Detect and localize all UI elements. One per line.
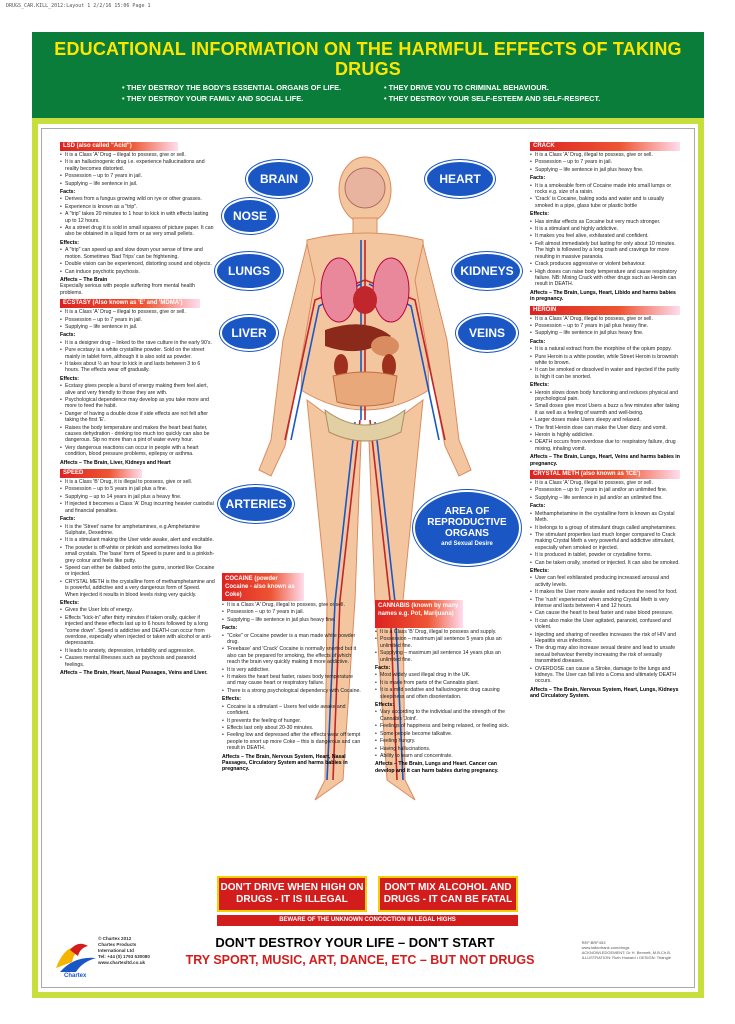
reproductive-organs-label (413, 490, 521, 566)
meth-effect: • Injecting and sharing of needles increases the risk of HIV and Hepatitis virus infections. (530, 632, 680, 645)
bullet-criminal: • THEY DRIVE YOU TO CRIMINAL BEHAVIOUR. (384, 83, 549, 92)
lsd-affects: Affects – The Brain (60, 276, 108, 283)
page-title: EDUCATIONAL INFORMATION ON THE HARMFUL EFFECTS OF TAKING DRUGS (54, 39, 682, 79)
cocaine-effect: • It prevents the feeling of hunger. (222, 718, 362, 724)
cannabis-fact: • It is made from parts of the Cannabis plant. (375, 680, 515, 686)
heroin-effect: • Heroin slows down body functioning and reduces physical and psychological pain. (530, 390, 680, 403)
heroin-item: • Possession – up to 7 years in jail plus heavy fine. (530, 323, 680, 329)
cannabis-fact: • It is a mild sedative and hallucinogenic drug causing sleepiness and often disorientation. (375, 687, 515, 700)
cannabis-effects-label: Effects: (375, 702, 395, 709)
cannabis-effect: • Having hallucinations. (375, 746, 515, 752)
cocaine-effect: • Effects last only about 20-30 minutes. (222, 725, 362, 731)
drive-warning: DON'T DRIVE WHEN HIGH ON DRUGS - IT IS ILLEGAL (217, 876, 367, 912)
heroin-affects: Affects – The Brain, Lungs, Heart, Veins and harms babies in pregnancy. (530, 454, 680, 467)
crack-effect: • Crack produces aggressive or violent behaviour. (530, 261, 680, 267)
cocaine-affects: Affects – The Brain, Nervous System, Heart, Nasal Passages, Circulatory System and harms babies in pregnancy. (222, 753, 348, 773)
reference-line: ACKNOWLEDGEMENT: Dr H. Bennett, M.B.Ch.B. (581, 950, 671, 955)
ecstasy-fact: • It takes about ½ an hour to kick in and lasts between 3 to 6 hours. The effects wear off gradually. (60, 361, 215, 374)
speed-facts-label: Facts: (60, 516, 76, 523)
crack-effect: • It is a stimulant and highly addictive. (530, 226, 680, 232)
crack-fact: • It is a smokeable form of Cocaine made into small lumps or rocks e.g. size of a raisin. (530, 183, 680, 196)
ecstasy-heading: ECSTASY (Also known as 'E' and 'MDMA') (60, 299, 200, 308)
left-column (60, 142, 215, 679)
speed-fact: • Speed can either be dabbed onto the gums, snorted like Cocaine or injected. (60, 565, 215, 578)
nose-label: NOSE (222, 198, 278, 234)
ecstasy-facts-label: Facts: (60, 332, 76, 339)
cannabis-effect: • Some people become talkative. (375, 731, 515, 737)
crack-section (530, 142, 680, 303)
cocaine-heading: COCAINE (powder Cocaine - also known as Coke) (222, 573, 304, 601)
lsd-fact: • As a street drug it is sold in small squares of picture paper. It can also be obtained in a liquid form or as very small pellets. (60, 225, 215, 238)
reference-info (582, 940, 671, 960)
meth-facts-label: Facts: (530, 503, 546, 510)
meth-item: • Possession – up to 7 years in jail and/or an unlimited fine. (530, 487, 680, 493)
lsd-note: Especially serious with people suffering from mental health problems. (60, 283, 195, 296)
speed-fact: • CRYSTAL METH is the crystalline form of methamphetamine and is powerful, addictive and a very dangerous form of Speed. When injected it results in blood levels rising very quickly. (60, 579, 215, 598)
cannabis-effect: • Feeling hungry. (375, 738, 515, 744)
cannabis-effect: • Vary according to the individual and the strength of the Cannabis 'Joint'. (375, 709, 515, 722)
heroin-effect: • DEATH occurs from overdose due to: respiratory failure, drug mixing, inhaling vomit. (530, 439, 680, 452)
speed-item: • If injected it becomes a Class 'A' Drug incurring heavier custodial and financial penalties. (60, 501, 215, 514)
print-slug: DRUGS_CAR.KILL_2012:Layout 1 2/2/16 15:06 Page 1 (6, 3, 151, 9)
speed-effects-label: Effects: (60, 599, 80, 606)
meth-item: • Supplying – life sentence in jail and/or an unlimited fine. (530, 495, 680, 501)
cocaine-effect: • Feeling low and depressed after the effects wear off tempt people to snort up more Coke – this is dangerous and can result in DEATH. (222, 732, 362, 751)
veins-label: VEINS (456, 314, 518, 352)
speed-item: • Supplying – up to 14 years in jail plus a heavy fine. (60, 494, 215, 500)
meth-fact: • It belongs to a group of stimulant drugs called amphetamines. (530, 525, 680, 531)
heroin-fact: • It can be smoked or dissolved in water and injected if the purity is high it can be snorted. (530, 367, 680, 380)
ecstasy-item: • It is a Class 'A' Drug – illegal to possess, give or sell. (60, 309, 215, 315)
crack-facts-label: Facts: (530, 175, 546, 182)
lsd-fact: • Derives from a fungus growing wild on rye or other grasses. (60, 196, 215, 202)
lsd-effect: • Can induce psychotic psychosis. (60, 269, 215, 275)
speed-effect: • Effects "kick-in" after thirty minutes if taken orally, quicker if injected and these effects last up to 6 hours followed by a long "come down". Speed is addictive and DEATH can occur from overdose, especially when injected or taken with alcohol or anti-depressants. (60, 615, 215, 647)
area-line-1: AREA OF (444, 506, 490, 517)
ecstasy-effect: • Ecstasy gives people a burst of energy making them feel alert, alive and very friendly to those they are with. (60, 383, 215, 396)
cannabis-facts-label: Facts: (375, 665, 391, 672)
ecstasy-item: • Possession – up to 7 years in jail. (60, 317, 215, 323)
area-line-4: and Sexual Desire (441, 541, 493, 547)
crack-affects: Affects – The Brain, Lungs, Heart, Libido and harms babies in pregnancy. (530, 289, 676, 303)
lsd-item: • It is a Class 'A' Drug – illegal to possess, give or sell. (60, 152, 215, 158)
crack-item: • It is a Class 'A' Drug, illegal to possess, give or sell. (530, 152, 680, 158)
lsd-fact: • Experience is known as a "trip". (60, 204, 215, 210)
speed-item: • Possession – up to 5 years in jail plus a fine. (60, 486, 215, 492)
header-band (32, 32, 704, 118)
cannabis-effect: • Ability to learn and concentrate. (375, 753, 515, 759)
meth-effect: • User can feel exhilarated producing increased arousal and activity levels. (530, 575, 680, 588)
publisher-line: International Ltd (98, 948, 134, 953)
ecstasy-effects-label: Effects: (60, 375, 80, 382)
crack-effect: • It makes you feel alive, exhilarated and confident. (530, 233, 680, 239)
liver-label: LIVER (220, 315, 278, 351)
meth-section (530, 470, 680, 700)
meth-effect: • It makes the User more awake and reduces the need for food. (530, 589, 680, 595)
kidneys-label: KIDNEYS (452, 252, 522, 290)
bullet-family: • THEY DESTROY YOUR FAMILY AND SOCIAL LIFE. (122, 94, 304, 103)
heroin-heading: HEROIN (530, 306, 680, 315)
speed-effect: • Causes mental illnesses such as psychosis and paranoid feelings. (60, 655, 215, 668)
cocaine-effects-label: Effects: (222, 696, 242, 703)
speed-section (60, 469, 215, 676)
lsd-effects-label: Effects: (60, 239, 80, 246)
arteries-label: ARTERIES (218, 485, 294, 523)
meth-fact: • It is produced in tablet, powder or crystalline forms. (530, 552, 680, 558)
meth-item: • It is a Class 'A' Drug, illegal to possess, give or sell. (530, 480, 680, 486)
cocaine-item: • Possession – up to 7 years in jail. (222, 609, 362, 615)
ecstasy-effect: • Psychological dependence may develop as you take more and more to feed the habit. (60, 397, 215, 410)
publisher-line: © Chartex 2012 (98, 936, 132, 941)
meth-effects-label: Effects: (530, 567, 550, 574)
lsd-item: • Possession – up to 7 years in jail. (60, 173, 215, 179)
header-bullets-left (122, 82, 341, 104)
meth-fact: • Methamphetamine in the crystalline form is known as Crystal Meth. (530, 511, 680, 524)
crack-effects-label: Effects: (530, 211, 550, 218)
heroin-item: • Supplying – life sentence in jail plus heavy fine. (530, 330, 680, 336)
publisher-line: Tel: +44 (0) 1793 530080 (98, 954, 150, 959)
lsd-item: • It is an hallucinogenic drug i.e. experience hallucinations and reality becomes distorted. (60, 159, 215, 172)
heroin-effects-label: Effects: (530, 382, 550, 389)
meth-effect: • The drug may also increase sexual desire and lead to unsafe sexual behaviour thereby increasing the risk of sexually transmitted diseases. (530, 645, 680, 664)
meth-effect: • Can cause the heart to beat faster and raise blood pressure. (530, 610, 680, 616)
ecstasy-fact: • It is a designer drug – linked to the rave culture in the early 90's. (60, 340, 215, 346)
crack-item: • Supplying – life sentence in jail plus heavy fine. (530, 167, 680, 173)
lsd-effect: • Double vision can be experienced, distorting sound and objects. (60, 261, 215, 267)
cannabis-item: • Supplying – maximum jail sentence 14 years plus an unlimited fine. (375, 650, 515, 663)
crack-effect: • Has similar effects as Cocaine but very much stronger. (530, 219, 680, 225)
stomach-shape (371, 336, 399, 356)
bullet-self-esteem: • THEY DESTROY YOUR SELF-ESTEEM AND SELF-RESPECT. (384, 94, 601, 103)
heroin-item: • It is a Class 'A' Drug, illegal to possess, give or sell. (530, 316, 680, 322)
logo-text: Chartex (64, 973, 87, 978)
cocaine-item: • It is a Class 'A' Drug, illegal to possess, give or sell. (222, 602, 362, 608)
area-line-2: REPRODUCTIVE (427, 517, 507, 528)
area-line-3: ORGANS (445, 528, 489, 539)
reference-line: ILLUSTRATION: Ruth Howard • DESIGN: Triangle (581, 955, 671, 960)
crack-fact: • 'Crack' is Cocaine, baking soda and water and is usually smoked in a pipe, glass tube or plastic bottle (530, 196, 680, 209)
cocaine-section (222, 573, 362, 773)
heroin-effect: • Larger doses make Users sleepy and relaxed. (530, 417, 680, 423)
ecstasy-section (60, 299, 215, 466)
cocaine-fact: • "Coke" or Cocaine powder is a man made white powder drug. (222, 633, 362, 646)
reference-line: www.talktofrank.com/drugs (581, 945, 630, 950)
ecstasy-item: • Supplying – life sentence in jail. (60, 324, 215, 330)
meth-fact: • Can be taken orally, snorted or injected. It can also be smoked. (530, 560, 680, 566)
alcohol-warning: DON'T MIX ALCOHOL AND DRUGS - IT CAN BE FATAL (378, 876, 518, 912)
ecstasy-affects: Affects – The Brain, Liver, Kidneys and Heart (60, 459, 171, 466)
crack-heading: CRACK (530, 142, 680, 151)
meth-heading: CRYSTAL METH (also known as 'ICE') (530, 470, 680, 479)
heroin-fact: • Pure Heroin is a white powder, while Street Heroin is brownish white to brown. (530, 354, 680, 367)
ecstasy-effect: • Danger of having a double dose if side effects are not felt after taking the first 'E'. (60, 411, 215, 424)
speed-effect: • It leads to anxiety, depression, irritability and aggression. (60, 648, 215, 654)
right-column (530, 142, 680, 703)
publisher-info (98, 936, 150, 966)
heart-shape (353, 286, 377, 314)
lsd-effect: • A "trip" can speed up and slow down your sense of time and motion. Sometimes 'Bad Trips' can be frightening. (60, 247, 215, 260)
heroin-fact: • It is a natural extract from the morphine of the opium poppy. (530, 346, 680, 352)
speed-heading: SPEED (60, 469, 142, 478)
right-lung-shape (373, 258, 409, 322)
heart-label: HEART (425, 160, 495, 198)
cocaine-fact: • 'Freebase' and 'Crack' Cocaine is normally snorted but it also can be prepared for smoking, the effects of which reach the brain very quickly making it more addictive. (222, 646, 362, 665)
heroin-effect: • Heroin is highly addictive. (530, 432, 680, 438)
speed-fact: • It is the 'Street' name for amphetamines, e.g.Amphetamine Sulphate, Dexedrine. (60, 524, 215, 537)
cocaine-fact: • It makes the heart beat faster, raises body temperature and may cause heart or respiratory failure. (222, 674, 362, 687)
cocaine-facts-label: Facts: (222, 625, 238, 632)
meth-effect: • OVERDOSE can cause a Stroke, damage to the lungs and kidneys. The User can fall into a Coma and ultimately DEATH occurs. (530, 666, 680, 685)
speed-fact: • The powder is off-white or pinkish and sometimes looks like small crystals. The 'base' form of Speed is purer and is a pinkish-grey colour and feels like putty. (60, 545, 215, 564)
crack-item: • Possession – up to 7 years in jail. (530, 159, 680, 165)
cocaine-fact: • It is very addictive. (222, 667, 362, 673)
lungs-label: LUNGS (215, 252, 283, 290)
lsd-item: • Supplying – life sentence in jail. (60, 181, 215, 187)
cannabis-section (375, 600, 515, 774)
heroin-effect: • Small doses give most Users a buzz a few minutes after taking it as well as a feeling of warmth and well-being. (530, 403, 680, 416)
cannabis-fact: • Most widely used illegal drug in the UK. (375, 672, 515, 678)
heroin-facts-label: Facts: (530, 338, 546, 345)
cannabis-item: • Possession – maximum jail sentence 5 years plus an unlimited fine. (375, 636, 515, 649)
meth-affects: Affects – The Brain, Nervous System, Heart, Lungs, Kidneys and Circulatory System. (530, 686, 679, 700)
reference-line: REF:BRF453 (581, 940, 606, 945)
lsd-facts-label: Facts: (60, 189, 76, 196)
header-bullets-right (384, 82, 600, 104)
lsd-heading: LSD (also called "Acid") (60, 142, 178, 151)
ecstasy-effect: • Raises the body temperature and makes the heart beat faster, causes dehydration - drinking too much too quickly can also be dangerous. Sip no more than a pint of water every hour. (60, 425, 215, 444)
lsd-section (60, 142, 215, 296)
cannabis-effect: • Feelings of happiness and being relaxed, or feeling sick. (375, 723, 515, 729)
legal-highs-warning: BEWARE OF THE UNKNOWN CONCOCTION IN LEGAL HIGHS (217, 915, 518, 926)
speed-fact: • It is a stimulant making the User wide awake, alert and excitable. (60, 537, 215, 543)
ecstasy-fact: • Pure ecstasy is a white crystalline powder. Sold on the street mainly in tablet form, although it is also sold as powder. (60, 347, 215, 360)
slogan-try-sport: TRY SPORT, MUSIC, ART, DANCE, ETC – BUT NOT DRUGS (185, 953, 535, 967)
cocaine-item: • Supplying – life sentence in jail plus heavy fine. (222, 617, 362, 623)
meth-fact: • The stimulant properties last much longer compared to Crack making Crystal Meth a very powerful and addictive stimulant, especially when smoked or injected. (530, 532, 680, 551)
cannabis-affects: Affects – The Brain, Lungs and Heart. Cancer can develop and it can harm babies during pregnancy. (375, 761, 499, 774)
left-lung-shape (321, 258, 357, 322)
publisher-line: www.chartexltd.co.uk (98, 960, 146, 965)
cannabis-item: • It is a Class 'B' Drug, illegal to possess and supply. (375, 629, 515, 635)
ecstasy-effect: • Very dangerous reactions can occur in people with a heart condition, blood pressure problems, epilepsy or asthma. (60, 445, 215, 458)
speed-item: • It is a Class 'B' Drug, it is illegal to possess, give or sell. (60, 479, 215, 485)
meth-effect: • It can also make the User agitated, paranoid, confused and violent. (530, 618, 680, 631)
heroin-section (530, 306, 680, 468)
speed-affects: Affects – The Brain, Heart, Nasal Passages, Veins and Liver. (60, 670, 208, 677)
bullet-organs: • THEY DESTROY THE BODY'S ESSENTIAL ORGANS OF LIFE. (122, 83, 342, 92)
chartex-logo (52, 938, 102, 978)
brain-shape (345, 168, 385, 208)
cocaine-fact: • There is a strong psychological dependency with Cocaine. (222, 688, 362, 694)
crack-effect: • Felt almost immediately but lasting for only about 10 minutes. The high is followed by a long crash and cravings for more resulting in massive paranoia. (530, 241, 680, 260)
cocaine-effect: • Cocaine is a stimulant – Users feel wide awake and confident. (222, 704, 362, 717)
publisher-line: Chartex Products (98, 942, 137, 947)
slogan-dont-start: DON'T DESTROY YOUR LIFE – DON'T START (215, 935, 495, 950)
brain-label: BRAIN (246, 160, 312, 198)
lsd-fact: • A "trip" takes 20 minutes to 1 hour to kick in with effects lasting up to 12 hours. (60, 211, 215, 224)
speed-effect: • Gives the User lots of energy. (60, 607, 215, 613)
heroin-effect: • The first Heroin dose can make the User dizzy and vomit. (530, 425, 680, 431)
cannabis-heading: CANNABIS (known by many names e.g. Pot, Marijuana) (375, 600, 463, 628)
crack-effect: • High doses can raise body temperature and cause respiratory failure. NB: Mixing Crack with other drugs such as Heroin can result in DEATH. (530, 269, 680, 288)
intestines-shape (333, 372, 397, 406)
meth-effect: • The 'rush' experienced when smoking Crystal Meth is very intense and lasts between 4 and 12 hours. (530, 597, 680, 610)
